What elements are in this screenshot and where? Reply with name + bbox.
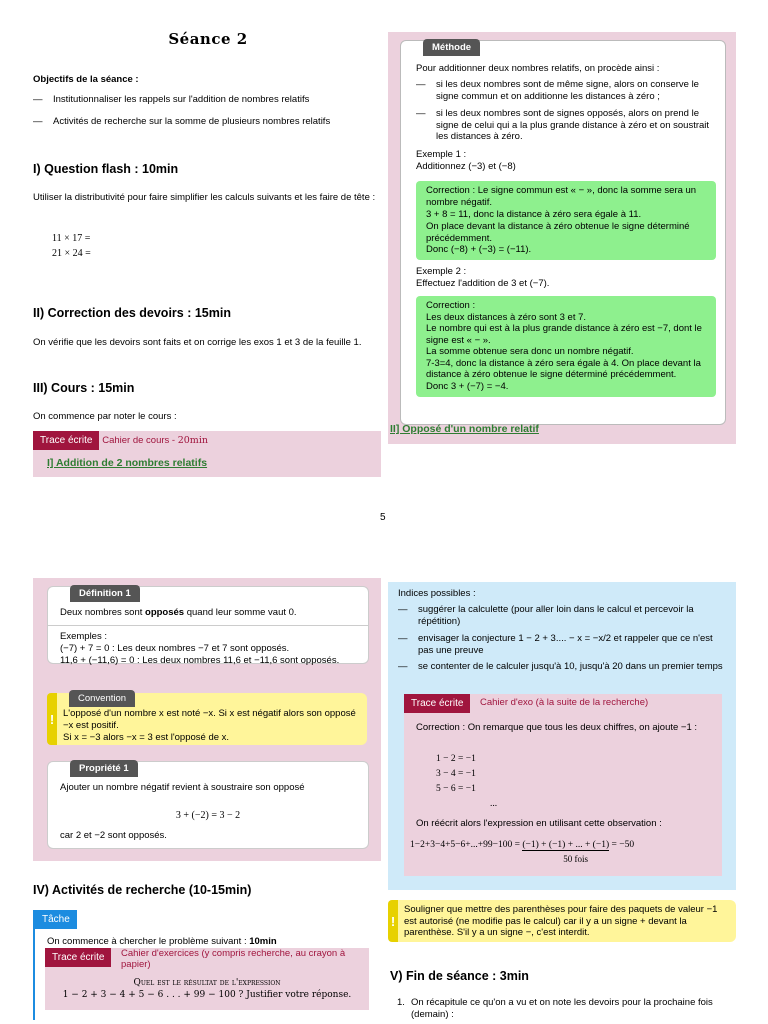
exclamation-icon: ! [47, 693, 57, 745]
example-line: 11,6 + (−11,6) = 0 : Les deux nombres 11,6 et −11,6 sont opposés. [60, 654, 340, 666]
property-text: Ajouter un nombre négatif revient à soustraire son opposé [60, 782, 305, 793]
definition-tag: Définition 1 [70, 585, 140, 602]
exo-line: 3 − 4 = −1 [436, 769, 476, 779]
exo-trace-box [404, 694, 722, 876]
exo-formula: 1−2+3−4+5−6+...+99−100 = (−1) + (−1) + ... + (−1) 50 fois = −50 [410, 840, 635, 864]
example-line: (−7) + 7 = 0 : Les deux nombres −7 et 7 sont opposés. [60, 642, 290, 654]
objectives-heading: Objectifs de la séance : [33, 74, 139, 85]
section-heading: V) Fin de séance : 3min [390, 969, 529, 983]
convention-tag: Convention [69, 690, 135, 707]
correction-line: On place devant la distance à zéro obtenue le signe déterminé précédemment. [426, 220, 690, 244]
correction-line: Correction : [426, 300, 476, 311]
trace-tag: Trace écrite [33, 431, 99, 450]
task-text: On commence à chercher le problème suivant : 10min [47, 936, 277, 947]
example-title: Exemple 1 : [416, 149, 467, 161]
method-item: — si les deux nombres sont de signes opposés, alors on prend le signe de celui qui a la plus grande distance à zéro et on soustrait les distances à zéro. [416, 108, 716, 144]
trace-label: Cahier de cours - 20min [102, 435, 208, 446]
end-list [397, 997, 737, 1021]
correction-line: Les deux distances à zéro sont 3 et 7. [426, 311, 587, 323]
examples-title: Exemples : [60, 631, 107, 642]
correction-line: Correction : Le signe commun est « − », donc la somme sera un nombre négatif. [426, 185, 697, 208]
exo-correction: Correction : On remarque que tous les deux chiffres, on ajoute −1 : [416, 722, 698, 733]
correction-box [416, 296, 716, 397]
objectives-list [33, 94, 383, 128]
hints-container [388, 582, 736, 890]
section-heading: IV) Activités de recherche (10-15min) [33, 883, 252, 897]
method-intro: Pour additionner deux nombres relatifs, on procède ainsi : [416, 63, 660, 74]
section-heading: II) Correction des devoirs : 15min [33, 306, 231, 320]
trace-label: Cahier d'exercices (y compris recherche, au crayon à papier) [121, 948, 346, 971]
example-text: Additionnez (−3) et (−8) [416, 161, 516, 173]
problem-line: 1 − 2 + 3 − 4 + 5 − 6 . . . + 99 − 100 ? Justifier votre réponse. [62, 990, 352, 1000]
property-tag: Propriété 1 [70, 760, 138, 777]
exo-line: ... [490, 799, 498, 809]
method-tag: Méthode [423, 39, 480, 56]
task-box [33, 910, 383, 1020]
property-card [47, 761, 369, 849]
objective-item: — Institutionnaliser les rappels sur l'addition de nombres relatifs [33, 94, 383, 106]
example-title: Exemple 2 : [416, 266, 467, 278]
note-text: Souligner que mettre des parenthèses pour faire des paquets de valeur −1 est autorisé (ne modifie pas le calcul) car il y a un signe + devant la parenthèse. S'il y a un signe −, c'est interdit. [404, 904, 718, 939]
addition-link[interactable]: I] Addition de 2 nombres relatifs [47, 457, 208, 469]
exo-line: 5 − 6 = −1 [436, 784, 476, 794]
convention-card [47, 693, 367, 745]
section-text: Utiliser la distributivité pour faire simplifier les calculs suivants et les faire de tête : [33, 192, 376, 203]
trace-label: Cahier d'exo (à la suite de la recherche) [480, 697, 649, 708]
method-card [400, 40, 726, 425]
example-text: Effectuez l'addition de 3 et (−7). [416, 278, 550, 290]
correction-box [416, 181, 716, 260]
calc-line: 21 × 24 = [52, 248, 91, 259]
page-title: Séance 2 [168, 30, 248, 48]
hints-title: Indices possibles : [398, 588, 476, 599]
section-text: On vérifie que les devoirs sont faits et on corrige les exos 1 et 3 de la feuille 1. [33, 337, 362, 348]
method-item: — si les deux nombres sont de même signe, alors on conserve le signe commun et on additionne les distances à zéro ; [416, 79, 716, 103]
task-tag: Tâche [35, 910, 77, 929]
calc-line: 11 × 17 = [52, 233, 91, 244]
method-container [388, 32, 736, 444]
correction-line: Le nombre qui est à la plus grande distance à zéro est −7, dont le signe est « − ». [426, 323, 702, 346]
property-note: car 2 et −2 sont opposés. [60, 830, 167, 841]
section-heading: III) Cours : 15min [33, 381, 135, 395]
problem-line: Quel est le résultat de l'expression [133, 978, 281, 988]
correction-line: Donc 3 + (−7) = −4. [426, 381, 509, 393]
definition-card [47, 586, 369, 664]
note-card [388, 900, 736, 942]
convention-line: Si x = −3 alors −x = 3 est l'opposé de x. [63, 731, 230, 743]
trace-tag: Trace écrite [404, 694, 470, 713]
oppose-link[interactable]: II] Opposé d'un nombre relatif [390, 423, 539, 435]
definitions-container [33, 578, 381, 861]
hint-item: — se contenter de le calculer jusqu'à 10, jusqu'à 20 dans un premier temps [398, 661, 728, 673]
end-item: 1. On récapitule ce qu'on a vu et on note les devoirs pour la prochaine fois (demain) : [397, 997, 713, 1020]
exo-line: 1 − 2 = −1 [436, 754, 476, 764]
trace-box [33, 431, 381, 477]
trace-tag: Trace écrite [45, 948, 111, 967]
correction-line: 3 + 8 = 11, donc la distance à zéro sera égale à 11. [426, 208, 642, 220]
exclamation-icon: ! [388, 900, 398, 942]
section-text: On commence par noter le cours : [33, 411, 177, 422]
definition-text: Deux nombres sont opposés quand leur somme vaut 0. [60, 607, 297, 618]
property-formula: 3 + (−2) = 3 − 2 [175, 810, 241, 821]
convention-line: L'opposé d'un nombre x est noté −x. Si x est négatif alors son opposé −x est positif. [63, 708, 356, 731]
section-heading: I) Question flash : 10min [33, 162, 179, 176]
hint-item: — suggérer la calculette (pour aller loin dans le calcul et percevoir la répétition) [398, 604, 728, 628]
objective-item: — Activités de recherche sur la somme de plusieurs nombres relatifs [33, 116, 383, 128]
correction-line: La somme obtenue sera donc un nombre négatif. [426, 346, 634, 358]
exo-rewrite: On réécrit alors l'expression en utilisant cette observation : [416, 818, 662, 829]
hint-item: — envisager la conjecture 1 − 2 + 3.... − x = −x/2 et rappeler que ce n'est pas une preuve [398, 633, 728, 657]
page-number: 5 [380, 512, 386, 523]
correction-line: Donc (−8) + (−3) = (−11). [426, 244, 532, 256]
correction-line: 7-3=4, donc la distance à zéro sera égale à 4. On place devant la distance à zéro obtenue le signe déterminé précédemment. [426, 357, 701, 381]
task-trace-box [45, 948, 369, 1010]
